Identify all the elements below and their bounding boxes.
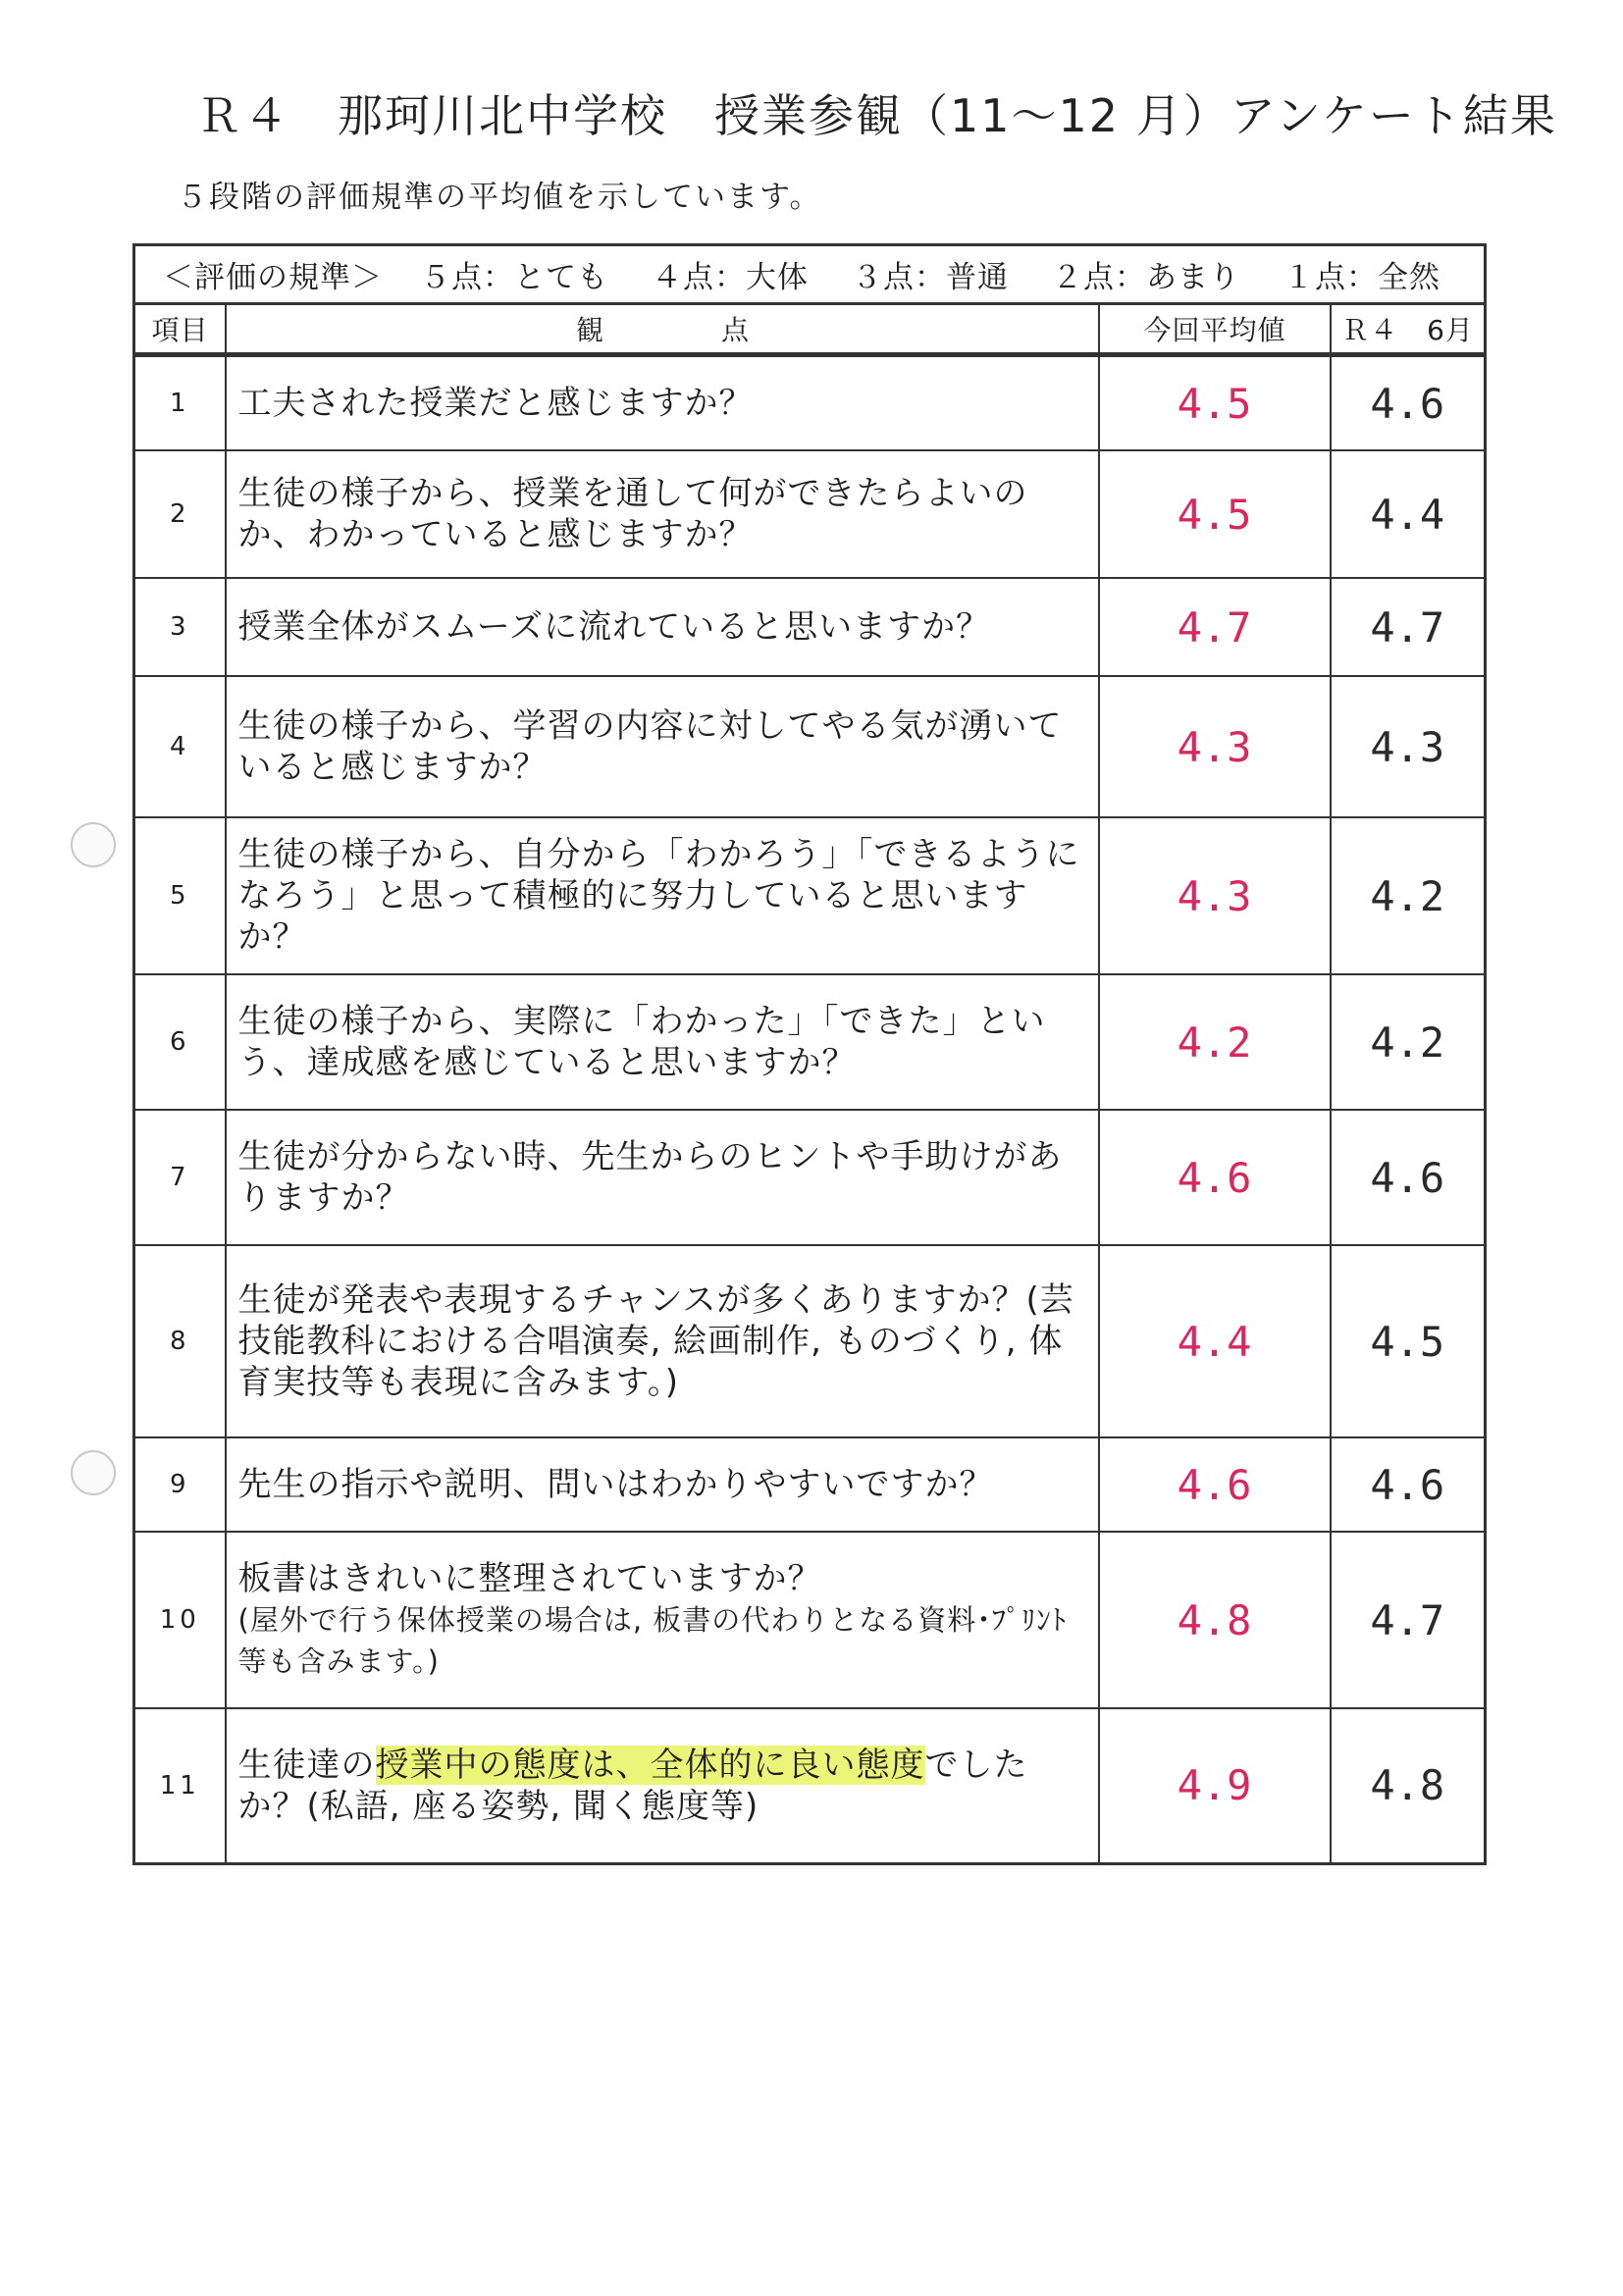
item-number: 10 — [134, 1532, 226, 1708]
item-number: 2 — [134, 450, 226, 578]
survey-sheet — [132, 243, 1487, 1865]
table-row — [134, 356, 1486, 450]
criteria-label: ＜評価の規準＞ — [163, 260, 383, 295]
current-average: 4.7 — [1099, 578, 1331, 676]
question-suffix: でしたか？(私語, 座る姿勢, 聞く態度等) — [237, 1745, 1028, 1826]
criteria-4: ４点：大体 — [652, 260, 809, 295]
evaluation-criteria — [132, 243, 1487, 302]
question-main: 板書はきれいに整理されていますか？ — [237, 1559, 822, 1598]
criteria-3: ３点：普通 — [852, 260, 1009, 295]
column-header-viewpoint: 観点 — [227, 305, 1100, 352]
previous-average: 4.3 — [1331, 676, 1486, 817]
table-row — [134, 1110, 1486, 1245]
question-text — [226, 1708, 1099, 1863]
table-row — [134, 676, 1486, 817]
current-average: 4.3 — [1099, 817, 1331, 974]
table-header — [132, 302, 1487, 355]
current-average: 4.2 — [1099, 974, 1331, 1110]
page-title: Ｒ４ 那珂川北中学校 授業参観（11～12 月）アンケート結果 — [196, 89, 1557, 142]
table-row — [134, 974, 1486, 1110]
previous-average: 4.6 — [1331, 1437, 1486, 1532]
current-average: 4.9 — [1099, 1708, 1331, 1863]
table-row — [134, 1532, 1486, 1708]
criteria-1: １点：全然 — [1283, 260, 1440, 295]
table-row — [134, 1437, 1486, 1532]
item-number: 6 — [134, 974, 226, 1110]
previous-average: 4.2 — [1331, 817, 1486, 974]
table-row — [134, 1708, 1486, 1863]
highlighted-text: 授業中の態度は、全体的に良い態度 — [375, 1745, 925, 1785]
column-header-previous: Ｒ４ 6月 — [1341, 314, 1474, 346]
item-number: 8 — [134, 1245, 226, 1437]
binder-hole-bottom — [71, 1450, 116, 1495]
previous-average: 4.8 — [1331, 1708, 1486, 1863]
item-number: 5 — [134, 817, 226, 974]
item-number: 7 — [134, 1110, 226, 1245]
column-header-item: 項目 — [135, 305, 227, 352]
question-text — [226, 1532, 1099, 1708]
current-average: 4.4 — [1099, 1245, 1331, 1437]
question-text: 生徒の様子から、学習の内容に対してやる気が湧いていると感じますか？ — [226, 676, 1099, 817]
item-number: 3 — [134, 578, 226, 676]
question-text: 授業全体がスムーズに流れていると思いますか？ — [226, 578, 1099, 676]
current-average: 4.5 — [1099, 450, 1331, 578]
current-average: 4.6 — [1099, 1437, 1331, 1532]
previous-average: 4.7 — [1331, 1532, 1486, 1708]
table-row — [134, 1245, 1486, 1437]
item-number: 11 — [134, 1708, 226, 1863]
question-prefix: 生徒達の — [237, 1745, 376, 1785]
table-row — [134, 817, 1486, 974]
criteria-5: ５点：とても — [420, 260, 608, 295]
current-average: 4.6 — [1099, 1110, 1331, 1245]
current-average: 4.5 — [1099, 356, 1331, 450]
column-header-current: 今回平均値 — [1100, 305, 1332, 352]
table-row — [134, 450, 1486, 578]
previous-average: 4.6 — [1331, 1110, 1486, 1245]
item-number: 4 — [134, 676, 226, 817]
question-text: 生徒の様子から、授業を通して何ができたらよいのか、わかっていると感じますか？ — [226, 450, 1099, 578]
question-text: 工夫された授業だと感じますか？ — [226, 356, 1099, 450]
previous-average: 4.4 — [1331, 450, 1486, 578]
table-row — [134, 578, 1486, 676]
current-average: 4.8 — [1099, 1532, 1331, 1708]
previous-average: 4.6 — [1331, 356, 1486, 450]
page-subtitle: ５段階の評価規準の平均値を示しています。 — [177, 180, 822, 215]
item-number: 9 — [134, 1437, 226, 1532]
question-text: 生徒が発表や表現するチャンスが多くありますか？(芸技能教科における合唱演奏, 絵画制作, ものづくり, 体育実技等も表現に含みます。) — [226, 1245, 1099, 1437]
question-note: (屋外で行う保体授業の場合は, 板書の代わりとなる資料･ﾌﾟﾘﾝﾄ等も含みます。) — [237, 1603, 1068, 1678]
question-text: 生徒が分からない時、先生からのヒントや手助けがありますか？ — [226, 1110, 1099, 1245]
question-text: 先生の指示や説明、問いはわかりやすいですか？ — [226, 1437, 1099, 1532]
survey-table — [132, 355, 1487, 1865]
question-text: 生徒の様子から、自分から「わかろう」「できるようになろう」と思って積極的に努力していると思いますか？ — [226, 817, 1099, 974]
question-text: 生徒の様子から、実際に「わかった」「できた」という、達成感を感じていると思いますか？ — [226, 974, 1099, 1110]
previous-average: 4.5 — [1331, 1245, 1486, 1437]
criteria-2: ２点：あまり — [1052, 260, 1240, 295]
previous-average: 4.2 — [1331, 974, 1486, 1110]
current-average: 4.3 — [1099, 676, 1331, 817]
previous-average: 4.7 — [1331, 578, 1486, 676]
binder-hole-top — [71, 822, 116, 867]
item-number: 1 — [134, 356, 226, 450]
